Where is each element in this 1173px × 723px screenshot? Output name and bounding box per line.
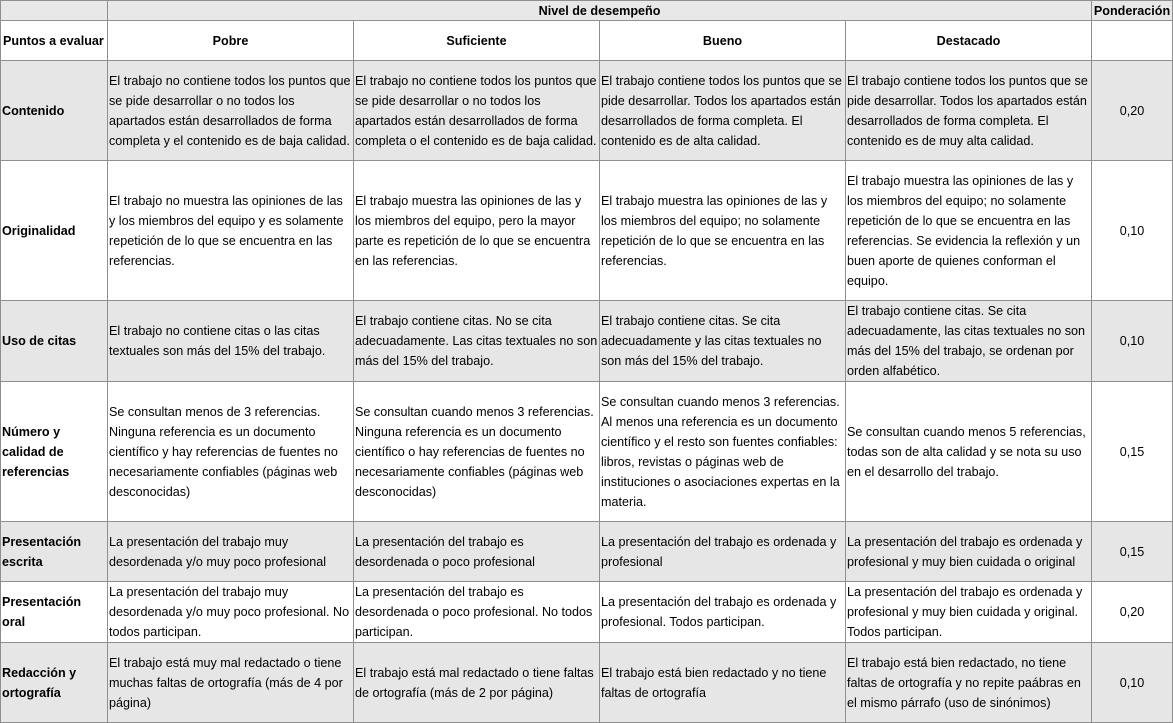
weight-cell: 0,10 [1092, 643, 1173, 723]
weight-header-blank [1092, 21, 1173, 61]
level-suficiente-cell: El trabajo muestra las opiniones de las y los miembros del equipo, pero la mayor parte es repetición de lo que se encuentra en las referencias. [354, 161, 600, 301]
level-bueno-cell: El trabajo contiene citas. Se cita adecuadamente y las citas textuales no son más del 15% del trabajo. [600, 301, 846, 382]
level-bueno-cell: Se consultan cuando menos 3 referencias. Al menos una referencia es un documento científico y el resto son fuentes confiables: libros, revistas o páginas web de instituciones o asociaciones expertas en la materia. [600, 382, 846, 522]
level-pobre-cell: Se consultan menos de 3 referencias. Ninguna referencia es un documento científico y hay referencias de fuentes no necesariamente confiables (páginas web desconocidas) [108, 382, 354, 522]
level-bueno-cell: El trabajo contiene todos los puntos que se pide desarrollar. Todos los apartados están desarrollados de forma completa. El contenido es de alta calidad. [600, 61, 846, 161]
level-pobre-cell: El trabajo no contiene todos los puntos que se pide desarrollar o no todos los apartados están desarrollados de forma completa y el contenido es de baja calidad. [108, 61, 354, 161]
level-bueno-cell: La presentación del trabajo es ordenada y profesional. Todos participan. [600, 582, 846, 643]
level-bueno-cell: El trabajo muestra las opiniones de las y los miembros del equipo; no solamente repetición de lo que se encuentra en las referencias. [600, 161, 846, 301]
level-destacado-cell: Se consultan cuando menos 5 referencias, todas son de alta calidad y se nota su uso en el desarrollo del trabajo. [846, 382, 1092, 522]
table-row [1, 522, 1173, 582]
level-header-destacado: Destacado [846, 21, 1092, 61]
criterion-label: Número y calidad de referencias [1, 382, 108, 522]
criterion-label: Uso de citas [1, 301, 108, 382]
level-destacado-cell: La presentación del trabajo es ordenada y profesional y muy bien cuidada y original. Todos participan. [846, 582, 1092, 643]
performance-level-header: Nivel de desempeño [108, 1, 1092, 21]
points-header: Puntos a evaluar [1, 21, 108, 61]
level-suficiente-cell: La presentación del trabajo es desordenada o poco profesional. No todos participan. [354, 582, 600, 643]
criterion-label: Redacción y ortografía [1, 643, 108, 723]
level-header-pobre: Pobre [108, 21, 354, 61]
level-header-suficiente: Suficiente [354, 21, 600, 61]
weight-header: Ponderación [1092, 1, 1173, 21]
table-row [1, 161, 1173, 301]
level-suficiente-cell: La presentación del trabajo es desordenada o poco profesional [354, 522, 600, 582]
header-blank-cell [1, 1, 108, 21]
weight-cell: 0,15 [1092, 382, 1173, 522]
table-row [1, 301, 1173, 382]
weight-cell: 0,10 [1092, 301, 1173, 382]
table-row [1, 61, 1173, 161]
criterion-label: Originalidad [1, 161, 108, 301]
weight-cell: 0,10 [1092, 161, 1173, 301]
level-destacado-cell: El trabajo está bien redactado, no tiene faltas de ortografía y no repite paábras en el mismo párrafo (uso de sinónimos) [846, 643, 1092, 723]
level-suficiente-cell: El trabajo contiene citas. No se cita adecuadamente. Las citas textuales no son más del 15% del trabajo. [354, 301, 600, 382]
criterion-label: Presentación escrita [1, 522, 108, 582]
criterion-label: Presentación oral [1, 582, 108, 643]
level-suficiente-cell: Se consultan cuando menos 3 referencias. Ninguna referencia es un documento científico o hay referencias de fuentes no necesariamente confiables (páginas web desconocidas) [354, 382, 600, 522]
level-bueno-cell: La presentación del trabajo es ordenada y profesional [600, 522, 846, 582]
level-pobre-cell: El trabajo no muestra las opiniones de las y los miembros del equipo y es solamente repetición de lo que se encuentra en las referencias. [108, 161, 354, 301]
weight-cell: 0,15 [1092, 522, 1173, 582]
level-suficiente-cell: El trabajo está mal redactado o tiene faltas de ortografía (más de 2 por página) [354, 643, 600, 723]
level-destacado-cell: El trabajo muestra las opiniones de las y los miembros del equipo; no solamente repetición de lo que se encuentra en las referencias. Se evidencia la reflexión y un buen aporte de quienes conforman el equipo. [846, 161, 1092, 301]
table-row [1, 582, 1173, 643]
weight-cell: 0,20 [1092, 582, 1173, 643]
level-destacado-cell: La presentación del trabajo es ordenada y profesional y muy bien cuidada o original [846, 522, 1092, 582]
level-bueno-cell: El trabajo está bien redactado y no tiene faltas de ortografía [600, 643, 846, 723]
level-pobre-cell: El trabajo está muy mal redactado o tiene muchas faltas de ortografía (más de 4 por página) [108, 643, 354, 723]
level-suficiente-cell: El trabajo no contiene todos los puntos que se pide desarrollar o no todos los apartados están desarrollados de forma completa o el contenido es de baja calidad. [354, 61, 600, 161]
criterion-label: Contenido [1, 61, 108, 161]
table-row [1, 643, 1173, 723]
level-pobre-cell: La presentación del trabajo muy desordenada y/o muy poco profesional [108, 522, 354, 582]
level-destacado-cell: El trabajo contiene citas. Se cita adecuadamente, las citas textuales no son más del 15% del trabajo, se ordenan por orden alfabético. [846, 301, 1092, 382]
level-pobre-cell: La presentación del trabajo muy desordenada y/o muy poco profesional. No todos participan. [108, 582, 354, 643]
header-level-row [1, 21, 1173, 61]
header-group-row [1, 1, 1173, 21]
level-destacado-cell: El trabajo contiene todos los puntos que se pide desarrollar. Todos los apartados están desarrollados de forma completa. El contenido es de muy alta calidad. [846, 61, 1092, 161]
level-pobre-cell: El trabajo no contiene citas o las citas textuales son más del 15% del trabajo. [108, 301, 354, 382]
table-row [1, 382, 1173, 522]
weight-cell: 0,20 [1092, 61, 1173, 161]
level-header-bueno: Bueno [600, 21, 846, 61]
